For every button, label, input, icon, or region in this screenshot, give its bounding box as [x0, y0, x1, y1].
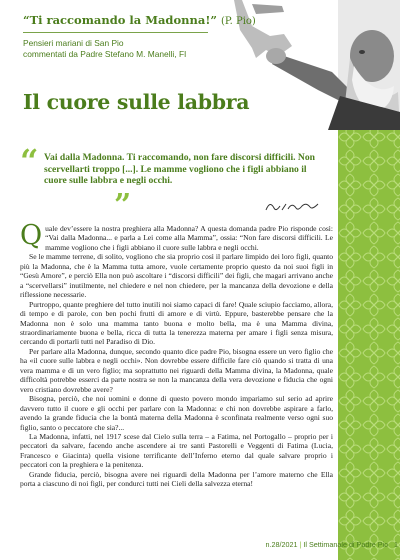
body-paragraph-4: Per parlare alla Madonna, dunque, secondo quanto dice padre Pio, bisogna essere un vero figlio che ha «il cuore sulle labbra e negli occhi». Non dovrebbe essere difficile fare ciò quando si tratta di una vera mamma e di un vero figlio; ma soprattutto nei riguardi della Mamma divina, la Madonna, quale difficoltà potrebbe esserci da parte nostra se non la mancanza della vera devozione e fiducia che ogni vero cristiano dovrebbe avere? — [20, 346, 333, 394]
body-paragraph-6: La Madonna, infatti, nel 1917 scese dal Cielo sulla terra – a Fatima, nel Portogallo – proprio per i peccatori da salvare, facendo anche ascendere ai tre santi Pastorelli e Veggenti di Fatima (Lucia, Francesco e Giacinta) quella visione terrificante dell’Inferno eterno dal quale salvare proprio i peccatori con la preghiera e la penitenza. — [20, 431, 333, 470]
series-title-text: “Ti raccomando la Madonna!” — [23, 13, 217, 27]
body-paragraph-1 — [20, 220, 333, 252]
footer-separator: | — [299, 540, 304, 549]
body-paragraph-7: Grande fiducia, perciò, bisogna avere nei riguardi della Madonna per l’amore materno che Ella porta a ciascuno di noi figli, per condurci tutti nei Cieli della salvezza eterna! — [20, 469, 333, 489]
decorative-pattern-column — [338, 125, 400, 560]
body-paragraph-2: Se le mamme terrene, di solito, vogliono che sia proprio così il parlare limpido dei loro figli, quanto più la Madonna, che è la Mamma tutta amore, vuole certamente proprio questo da noi suoi figli in “Gesù Amore”, e perciò Ella non può ascoltare i “discorsi difficili” dei figli, che magari arrivano anche a “scervellarsi” inutilmente, nel chiedere e nel non chiedere, per la mancanza della devozione e della riflessione necessarie. — [20, 252, 333, 300]
series-subtitle — [23, 38, 223, 60]
close-quote-mark: ” — [114, 188, 132, 223]
subtitle-line-1: Pensieri mariani di San Pio — [23, 38, 124, 48]
header-rule — [23, 32, 208, 33]
article-title: Il cuore sulle labbra — [23, 90, 250, 114]
pull-quote-text: Vai dalla Madonna. Ti raccomando, non fare discorsi difficili. Non scervellarti troppo [...]. Le mamme vogliono che i figli abbiano il cuore sulle labbra e negli occhi. — [44, 152, 315, 187]
padre-pio-signature — [262, 198, 322, 216]
footer-separator-2: | — [390, 540, 394, 549]
series-title — [23, 13, 256, 27]
body-paragraph-5: Bisogna, perciò, che noi uomini e donne di questo povero mondo impariamo sul serio ad aprire davvero tutto il cuore e gli occhi per parlare con la Madonna: e chi non dovrebbe aspirare a farlo, avendo la grande fiducia che la bontà materna della Madonna è sconfinata realmente verso ogni suo figlio, santo o peccatore che sia?... — [20, 394, 333, 432]
magazine-of: di — [348, 540, 355, 549]
magazine-name: Il Settimanale — [303, 540, 347, 549]
article-body — [20, 220, 333, 489]
page-number: 1 — [394, 540, 398, 549]
saint-name: Padre Pio — [356, 540, 389, 549]
open-quote-mark: “ — [20, 142, 39, 180]
drop-cap: Q — [20, 220, 43, 251]
pull-quote — [20, 142, 332, 223]
subtitle-line-2: commentati da Padre Stefano M. Manelli, FI — [23, 49, 187, 59]
paragraph-text: uale dev’essere la nostra preghiera alla Madonna? A questa domanda padre Pio risponde così: “Vai dalla Madonna... e parla a Lei come alla Mamma”, ossia: “Non fare discorsi difficili. Le mamme vogliono che i figli abbiano il cuore sulle labbra e negli occhi. — [45, 224, 333, 252]
leaf-pattern — [338, 125, 400, 560]
issue-number: n.28/2021 — [265, 540, 298, 549]
page-footer — [212, 540, 398, 549]
series-author: (P. Pio) — [221, 16, 256, 27]
body-paragraph-3: Purtroppo, quante preghiere del tutto inutili noi siamo capaci di fare! Quale sciupio facciamo, allora, di tempo e di parole, con ben pochi frutti di amore e di virtù. Eppure, basterebbe pensare che la Madonna non è solo una mamma tanto buona e molto bella, ma è una Mamma divina, straordinariamente buona e bella, ricca di tutta la tenerezza materna per amare i figli senza misura, cercando di portarli tutti nel Paradiso di Dio. — [20, 299, 333, 347]
